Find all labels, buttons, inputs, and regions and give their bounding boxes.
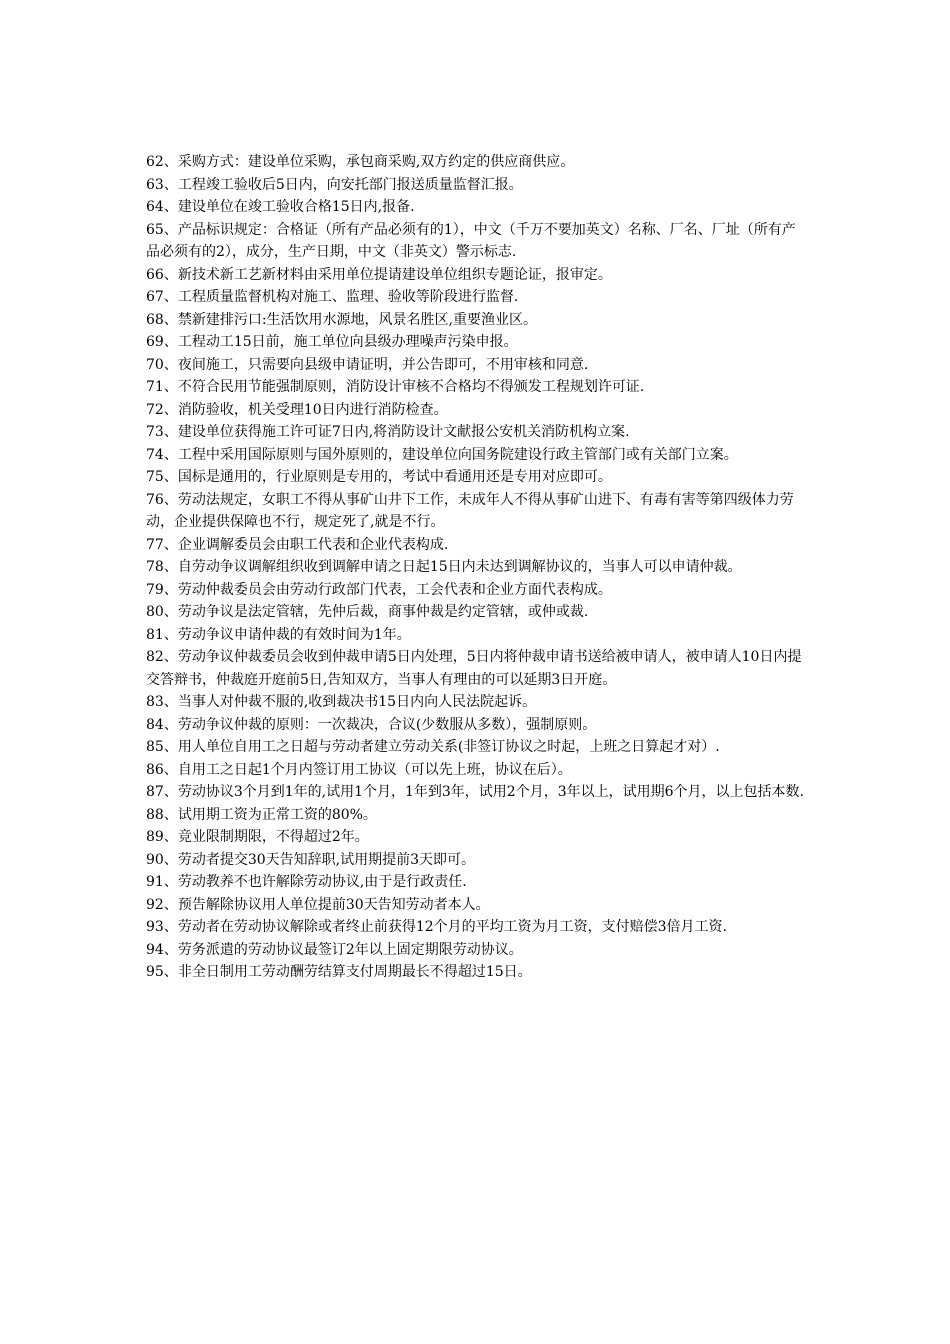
list-item: 84、劳动争议仲裁的原则：一次裁决，合议(少数服从多数），强制原则。 bbox=[146, 716, 597, 733]
list-item: 69、工程动工15日前，施工单位向县级办理噪声污染申报。 bbox=[146, 334, 518, 350]
list-item: 95、非全日制用工劳动酬劳结算支付周期最长不得超过15日。 bbox=[146, 964, 532, 980]
list-item: 62、采购方式：建设单位采购，承包商采购,双方约定的供应商供应。 bbox=[146, 154, 575, 170]
list-item: 86、自用工之日起1个月内签订用工协议（可以先上班，协议在后）。 bbox=[146, 761, 572, 778]
list-item: 73、建设单位获得施工许可证7日内,将消防设计文献报公安机关消防机构立案. bbox=[146, 424, 630, 440]
list-item: 88、试用期工资为正常工资的80%。 bbox=[146, 806, 377, 823]
list-item: 64、建设单位在竣工验收合格15日内,报备. bbox=[146, 199, 415, 215]
list-item: 80、劳动争议是法定管辖，先仲后裁，商事仲裁是约定管辖，或仲或裁. bbox=[146, 604, 589, 620]
list-item: 94、劳务派遣的劳动协议最签订2年以上固定期限劳动协议。 bbox=[146, 941, 523, 958]
list-item: 82、劳动争议仲裁委员会收到仲裁申请5日内处理，5日内将仲裁申请书送给被申请人，被申请人10日内提交答辩书，仲裁庭开庭前5日,告知双方，当事人有理由的可以延期3日开庭。 bbox=[146, 649, 802, 688]
list-item: 91、劳动教养不也许解除劳动协议,由于是行政责任. bbox=[146, 874, 467, 890]
list-item: 70、夜间施工，只需要向县级申请证明，并公告即可，不用审核和同意. bbox=[146, 356, 589, 373]
list-item: 77、企业调解委员会由职工代表和企业代表构成. bbox=[146, 536, 449, 553]
list-item: 67、工程质量监督机构对施工、监理、验收等阶段进行监督. bbox=[146, 289, 519, 305]
list-item: 79、劳动仲裁委员会由劳动行政部门代表，工会代表和企业方面代表构成。 bbox=[146, 581, 612, 598]
list-item: 89、竞业限制期限，不得超过2年。 bbox=[146, 829, 369, 845]
list-item: 66、新技术新工艺新材料由采用单位提请建设单位组织专题论证，报审定。 bbox=[146, 266, 612, 283]
list-item: 76、劳动法规定，女职工不得从事矿山井下工作，未成年人不得从事矿山进下、有毒有害等第四级体力劳动，企业提供保障也不行，规定死了,就是不行。 bbox=[146, 491, 794, 530]
list-item: 65、产品标识规定：合格证（所有产品必须有的1），中文（千万不要加英文）名称、厂名、厂址（所有产品必须有的2），成分，生产日期，中文（非英文）警示标志. bbox=[146, 221, 796, 260]
list-item: 63、工程竣工验收后5日内，向安托部门报送质量监督汇报。 bbox=[146, 176, 523, 193]
list-item: 72、消防验收，机关受理10日内进行消防检查。 bbox=[146, 401, 448, 418]
list-item: 78、自劳动争议调解组织收到调解申请之日起15日内未达到调解协议的，当事人可以申请仲裁。 bbox=[146, 559, 742, 575]
list-item: 74、工程中采用国际原则与国外原则的，建设单位向国务院建设行政主管部门或有关部门立案。 bbox=[146, 446, 738, 463]
list-item: 83、当事人对仲裁不服的,收到裁决书15日内向人民法院起诉。 bbox=[146, 694, 537, 710]
list-item: 87、劳动协议3个月到1年的,试用1个月，1年到3年，试用2个月，3年以上，试用期6个月，以上包括本数. bbox=[146, 784, 804, 800]
list-item: 75、国标是通用的，行业原则是专用的，考试中看通用还是专用对应即可。 bbox=[146, 469, 612, 485]
list-item: 93、劳动者在劳动协议解除或者终止前获得12个月的平均工资为月工资，支付赔偿3倍月工资. bbox=[146, 919, 727, 935]
list-item: 81、劳动争议申请仲裁的有效时间为1年。 bbox=[146, 626, 411, 643]
list-item: 85、用人单位自用工之日超与劳动者建立劳动关系(非签订协议之时起，上班之日算起才对）. bbox=[146, 739, 720, 755]
document-body bbox=[146, 151, 806, 984]
list-item: 68、禁新建排污口:生活饮用水源地，风景名胜区,重要渔业区。 bbox=[146, 311, 537, 328]
list-item: 71、不符合民用节能强制原则，消防设计审核不合格均不得颁发工程规划许可证. bbox=[146, 379, 645, 395]
list-item: 90、劳动者提交30天告知辞职,试用期提前3天即可。 bbox=[146, 851, 475, 868]
list-item: 92、预告解除协议用人单位提前30天告知劳动者本人。 bbox=[146, 896, 490, 913]
